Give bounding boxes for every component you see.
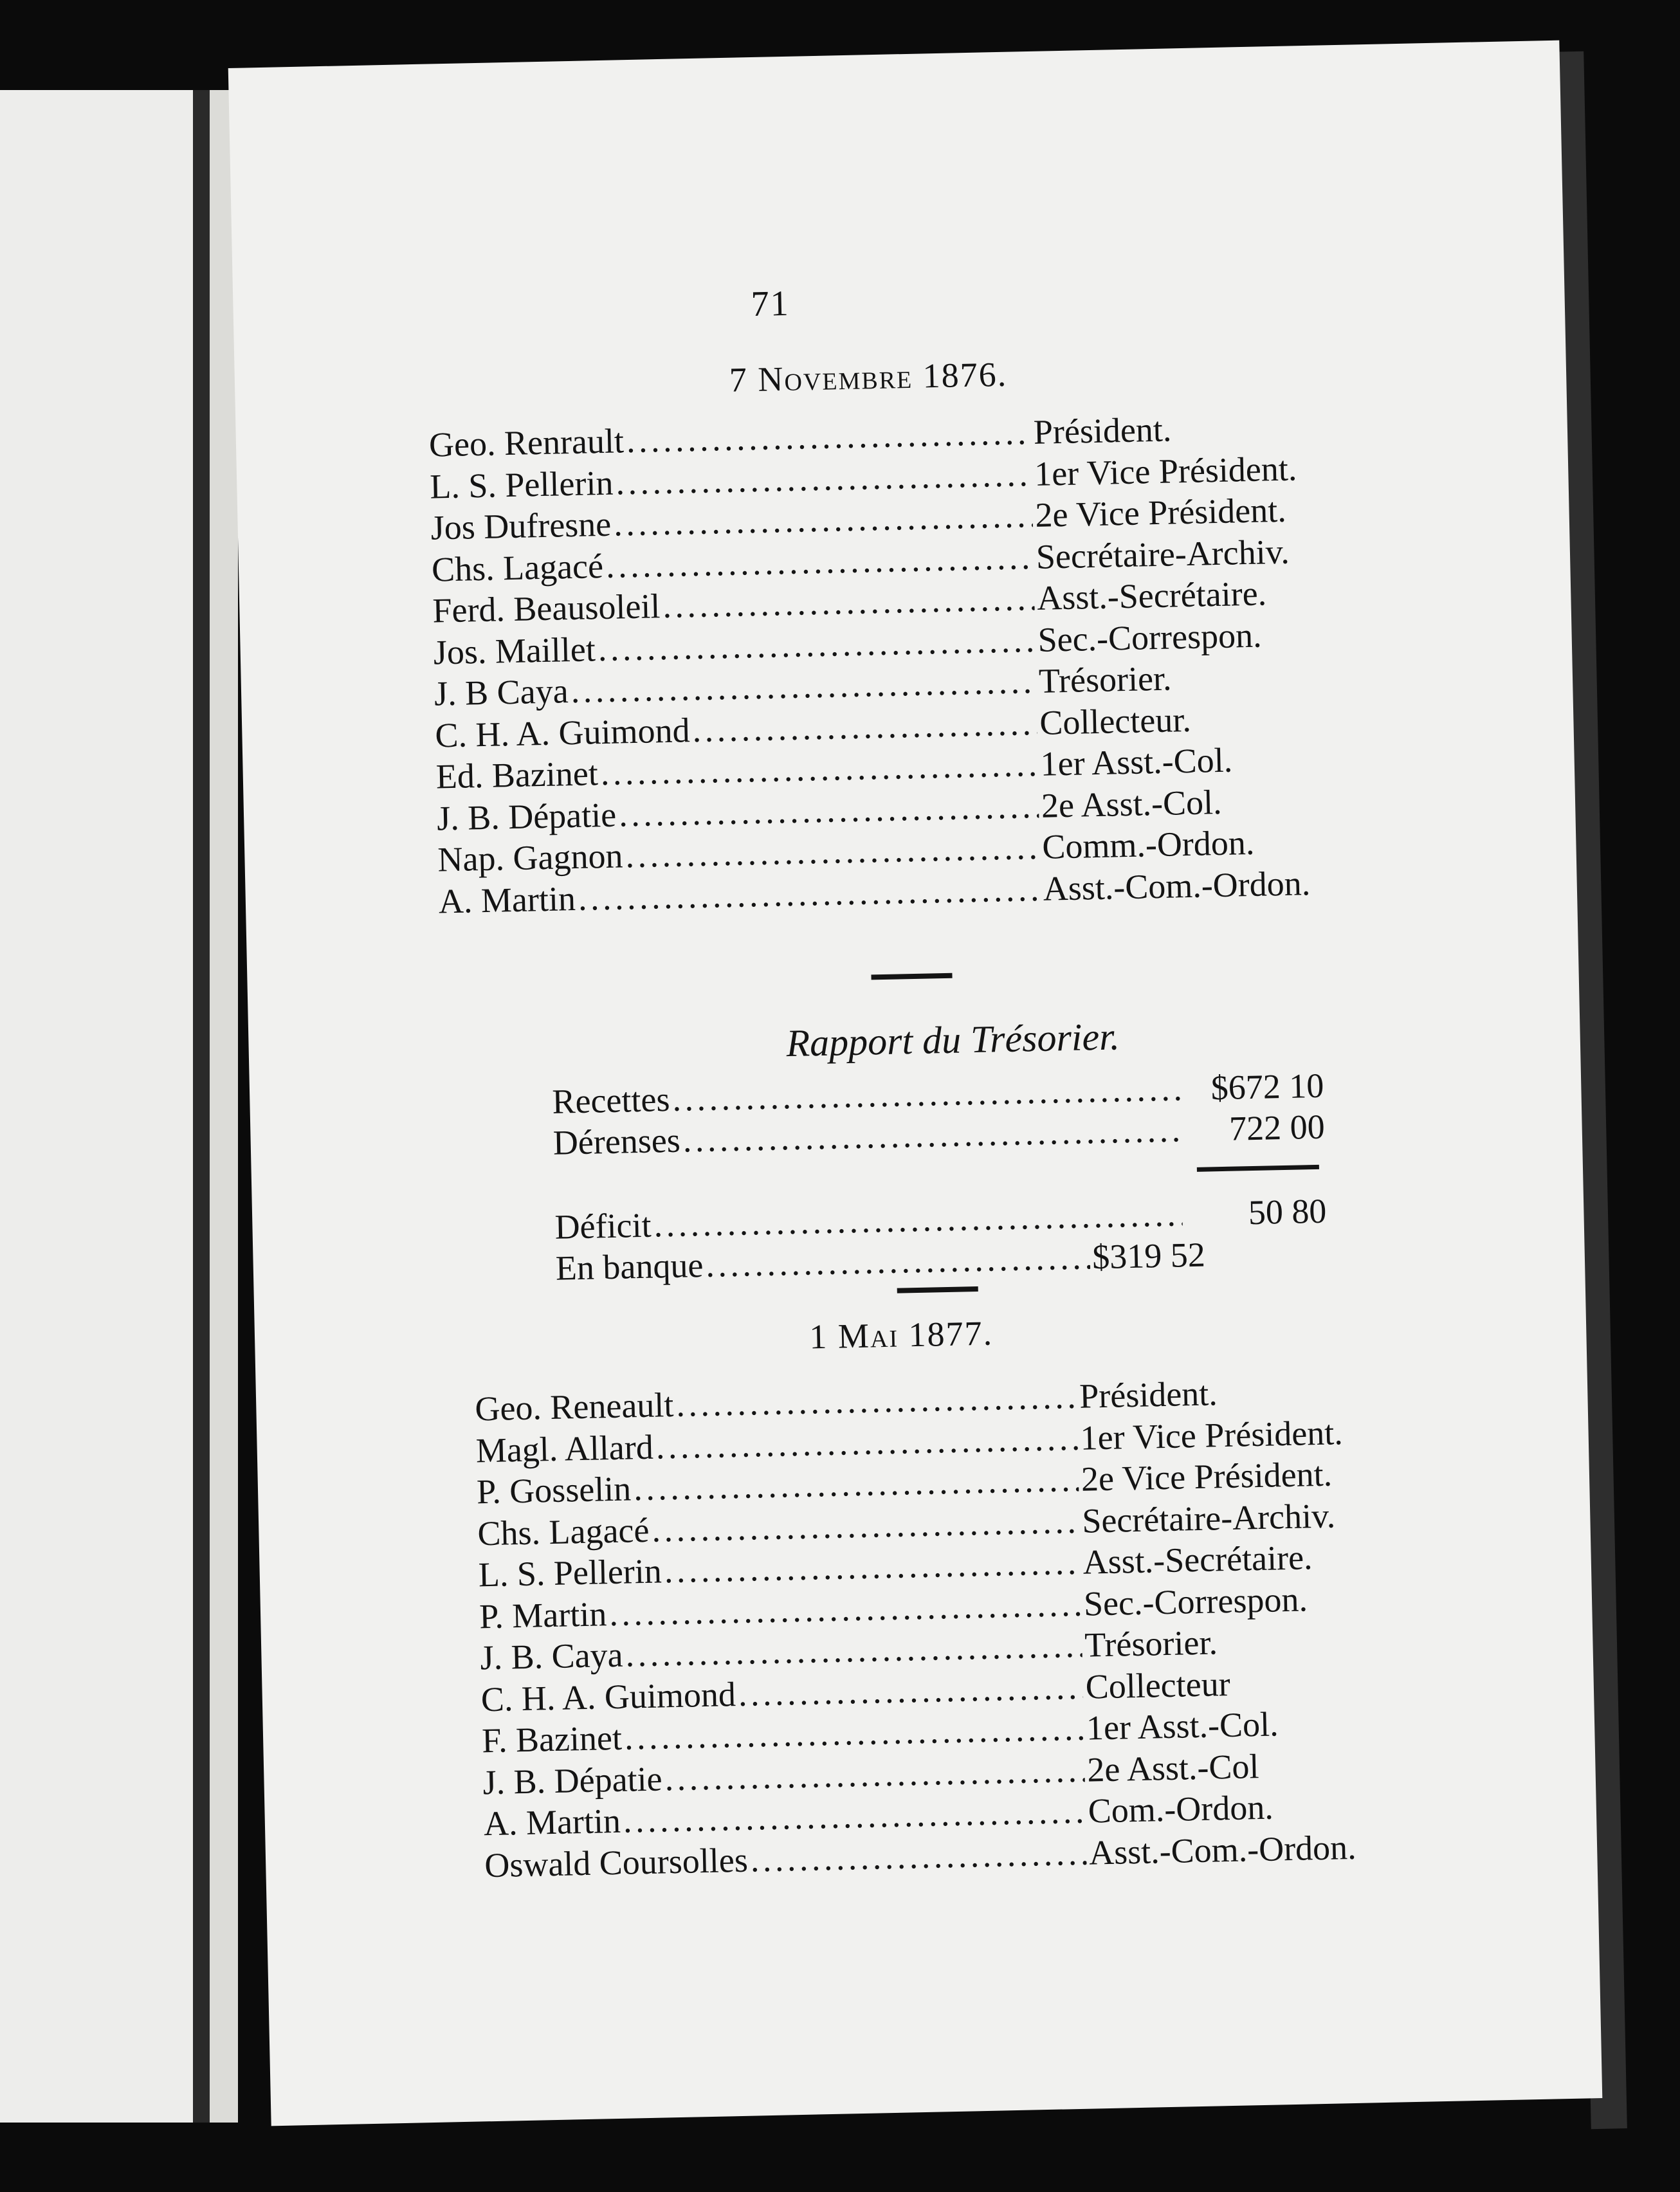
officer-office: 2e Vice Président. — [1034, 490, 1287, 534]
officer-name: C. H. A. Guimond — [434, 710, 691, 755]
officer-office: 2e Asst.-Col. — [1041, 782, 1223, 825]
officer-name: J. B. Dépatie — [482, 1758, 663, 1802]
report-label: Dérenses — [552, 1120, 681, 1162]
officer-office: 1er Asst.-Col. — [1040, 740, 1233, 783]
report-amount: 722 00 — [1228, 1107, 1326, 1148]
officer-name: J. B. Dépatie — [436, 795, 617, 837]
officer-name: A. Martin — [438, 879, 576, 920]
officer-name: J. B Caya — [434, 671, 569, 713]
officer-name: A. Martin — [483, 1801, 621, 1843]
section-date-november-1876: 7 Novembre 1876. — [729, 354, 1008, 399]
section-divider — [897, 1286, 978, 1293]
leader-dots — [706, 1236, 1090, 1285]
officer-office: 1er Asst.-Col. — [1086, 1704, 1279, 1748]
officer-office: Secrétaire-Archiv. — [1036, 532, 1290, 576]
page-number: 71 — [750, 283, 790, 325]
officer-name: J. B. Caya — [479, 1635, 624, 1677]
officer-name: Geo. Renrault — [428, 421, 625, 464]
leader-dots — [738, 1666, 1083, 1715]
officer-office: Sec.-Correspon. — [1083, 1579, 1308, 1623]
officer-name: Ferd. Beausoleil — [432, 587, 661, 630]
leader-dots — [578, 868, 1041, 919]
officer-name: L. S. Pellerin — [429, 463, 614, 506]
leader-dots — [662, 578, 1035, 627]
officer-name: C. H. A. Guimond — [480, 1674, 736, 1719]
officer-office: Président. — [1033, 410, 1172, 452]
book-page — [228, 41, 1603, 2126]
report-label: Déficit — [554, 1205, 652, 1247]
officer-name: Geo. Reneault — [474, 1385, 674, 1429]
officer-name: Ed. Bazinet — [435, 754, 599, 796]
officer-office: Trésorier. — [1038, 659, 1173, 700]
officer-office: Asst.-Secrétaire. — [1082, 1538, 1313, 1582]
officer-name: Chs. Lagacé — [431, 546, 604, 589]
section-date-may-1877: 1 Mai 1877. — [808, 1313, 994, 1356]
officer-office: Secrétaire-Archiv. — [1081, 1495, 1336, 1540]
treasurer-balance — [554, 1191, 1328, 1289]
officer-office: Comm.-Ordon. — [1041, 823, 1255, 866]
officer-name: Oswald Coursolles — [484, 1840, 749, 1885]
previous-page-edge — [0, 90, 210, 2123]
officer-office: 1er Vice Président. — [1079, 1412, 1344, 1457]
officer-office: Com.-Ordon. — [1088, 1787, 1274, 1831]
officer-name: P. Martin — [479, 1594, 607, 1636]
officer-name: Magl. Allard — [475, 1427, 654, 1470]
officer-office: 1er Vice Président. — [1034, 448, 1297, 493]
officer-name: Jos. Maillet — [433, 629, 596, 672]
officer-name: Jos Dufresne — [430, 504, 612, 547]
officer-office: Trésorier. — [1084, 1623, 1218, 1665]
officer-office: Asst.-Secrétaire. — [1036, 574, 1267, 617]
officer-office: 2e Vice Président. — [1081, 1454, 1333, 1499]
officer-office: Asst.-Com.-Ordon. — [1088, 1827, 1357, 1872]
section-divider — [871, 973, 952, 980]
leader-dots — [692, 702, 1037, 751]
officer-name: Nap. Gagnon — [437, 836, 624, 879]
officer-office: Asst.-Com.-Ordon. — [1043, 863, 1311, 908]
officer-list-1877 — [475, 1368, 1437, 1886]
treasurer-report-title: Rapport du Trésorier. — [785, 1015, 1120, 1065]
officer-name: P. Gosselin — [476, 1469, 632, 1512]
report-label: En banque — [555, 1245, 704, 1288]
sum-rule — [1197, 1165, 1319, 1172]
report-label: Recettes — [551, 1080, 670, 1121]
officer-office: 2e Asst.-Col — [1086, 1746, 1260, 1789]
officer-office: Sec.-Correspon. — [1037, 616, 1263, 659]
officer-office: Collecteur. — [1039, 700, 1192, 742]
report-amount: $672 10 — [1210, 1066, 1324, 1108]
report-amount: 50 80 — [1248, 1191, 1327, 1232]
officer-office: Président. — [1079, 1374, 1218, 1416]
treasurer-report — [552, 1065, 1325, 1164]
officer-office: Collecteur — [1085, 1664, 1231, 1706]
officer-list-1876 — [428, 405, 1391, 922]
officer-name: F. Bazinet — [481, 1718, 623, 1760]
leader-dots — [750, 1832, 1087, 1880]
officer-name: Chs. Lagacé — [477, 1510, 650, 1553]
officer-name: L. S. Pellerin — [478, 1551, 662, 1594]
report-amount: $319 52 — [1091, 1235, 1206, 1277]
